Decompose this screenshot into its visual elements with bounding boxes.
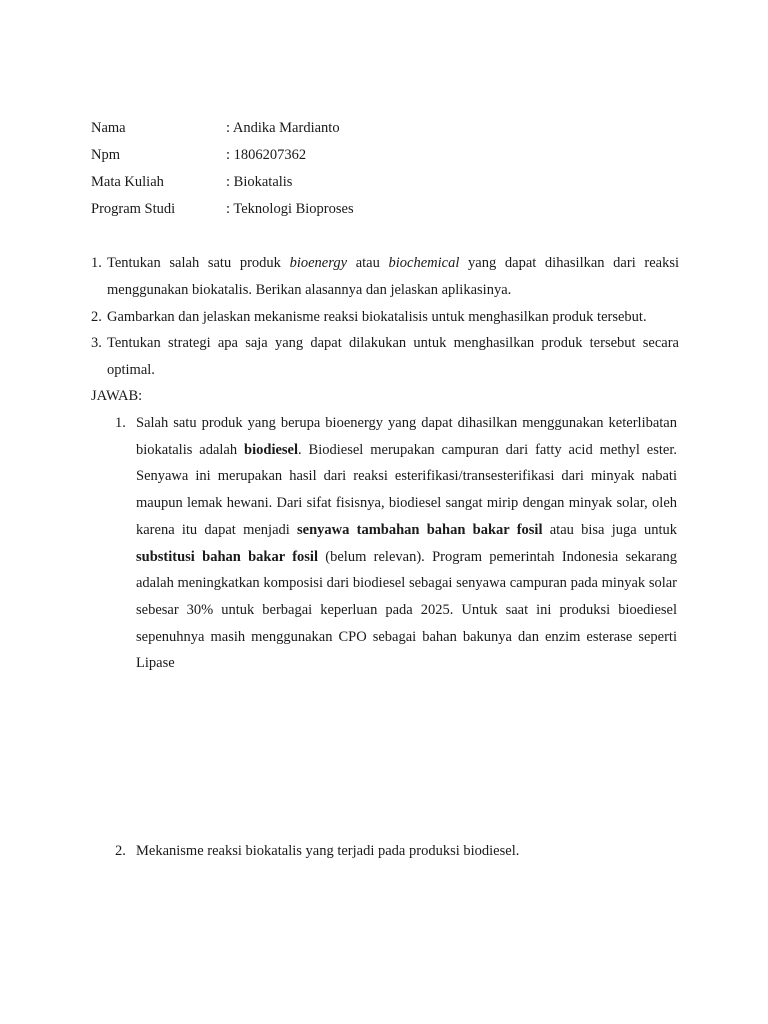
header-npm-row: [91, 142, 306, 169]
bold-term: substitusi bahan bakar fosil: [136, 548, 318, 565]
course-value: : Biokatalis: [226, 174, 293, 190]
question-text: Gambarkan dan jelaskan mekanisme reaksi biokatalisis untuk menghasilkan produk tersebut.: [107, 309, 647, 325]
question-text: Tentukan salah satu produk bioenergy atau biochemical yang dapat dihasilkan dari reaksi menggunakan biokatalis. Berikan alasannya dan jelaskan aplikasinya.: [107, 255, 680, 298]
answer-heading: JAWAB:: [91, 388, 143, 404]
bold-term: biodiesel: [244, 441, 299, 458]
name-label: Nama: [91, 120, 126, 136]
question-3: [91, 330, 679, 384]
npm-value: : 1806207362: [226, 147, 307, 163]
question-number: 3.: [91, 335, 102, 351]
question-2: [91, 304, 679, 331]
header-name-row: [91, 115, 340, 142]
question-number: 1.: [91, 255, 102, 271]
answer-number: 2.: [115, 843, 126, 859]
question-number: 2.: [91, 309, 102, 325]
header-program-row: [91, 196, 354, 223]
answer-2: [115, 838, 677, 865]
question-1: [91, 250, 679, 304]
answer-number: 1.: [115, 415, 126, 431]
npm-label: Npm: [91, 147, 120, 163]
answer-1: [115, 410, 677, 677]
answer-text: Salah satu produk yang berupa bioenergy yang dapat dihasilkan menggunakan keterlibatan biokatalis adalah biodiesel. Biodiesel merupakan campuran dari fatty acid methyl ester. Senyawa ini merupakan hasil dari reaksi esterifikasi/transesterifikasi dari minyak nabati maupun lemak hewani. Dari sifat fisisnya, biodiesel sangat mirip dengan minyak solar, oleh karena itu dapat menjadi senyawa tambahan bahan bakar fosil atau bisa juga untuk substitusi bahan bakar fosil (belum relevan). Program pemerintah Indonesia sekarang adalah meningkatkan komposisi dari biodiesel sebagai senyawa campuran pada minyak solar sebesar 30% untuk berbagai keperluan pada 2025. Untuk saat ini produksi bioediesel sepenuhnya masih menggunakan CPO sebagai bahan bakunya dan enzim esterase seperti Lipase: [136, 415, 678, 672]
question-text: Tentukan strategi apa saja yang dapat dilakukan untuk menghasilkan produk tersebut secara optimal.: [107, 335, 679, 378]
program-label: Program Studi: [91, 201, 176, 217]
program-value: : Teknologi Bioproses: [226, 201, 354, 217]
bold-term: senyawa tambahan bahan bakar fosil: [297, 521, 543, 538]
name-value: : Andika Mardianto: [226, 120, 340, 136]
answer-text: Mekanisme reaksi biokatalis yang terjadi pada produksi biodiesel.: [136, 843, 520, 859]
header-course-row: [91, 169, 292, 196]
course-label: Mata Kuliah: [91, 174, 164, 190]
